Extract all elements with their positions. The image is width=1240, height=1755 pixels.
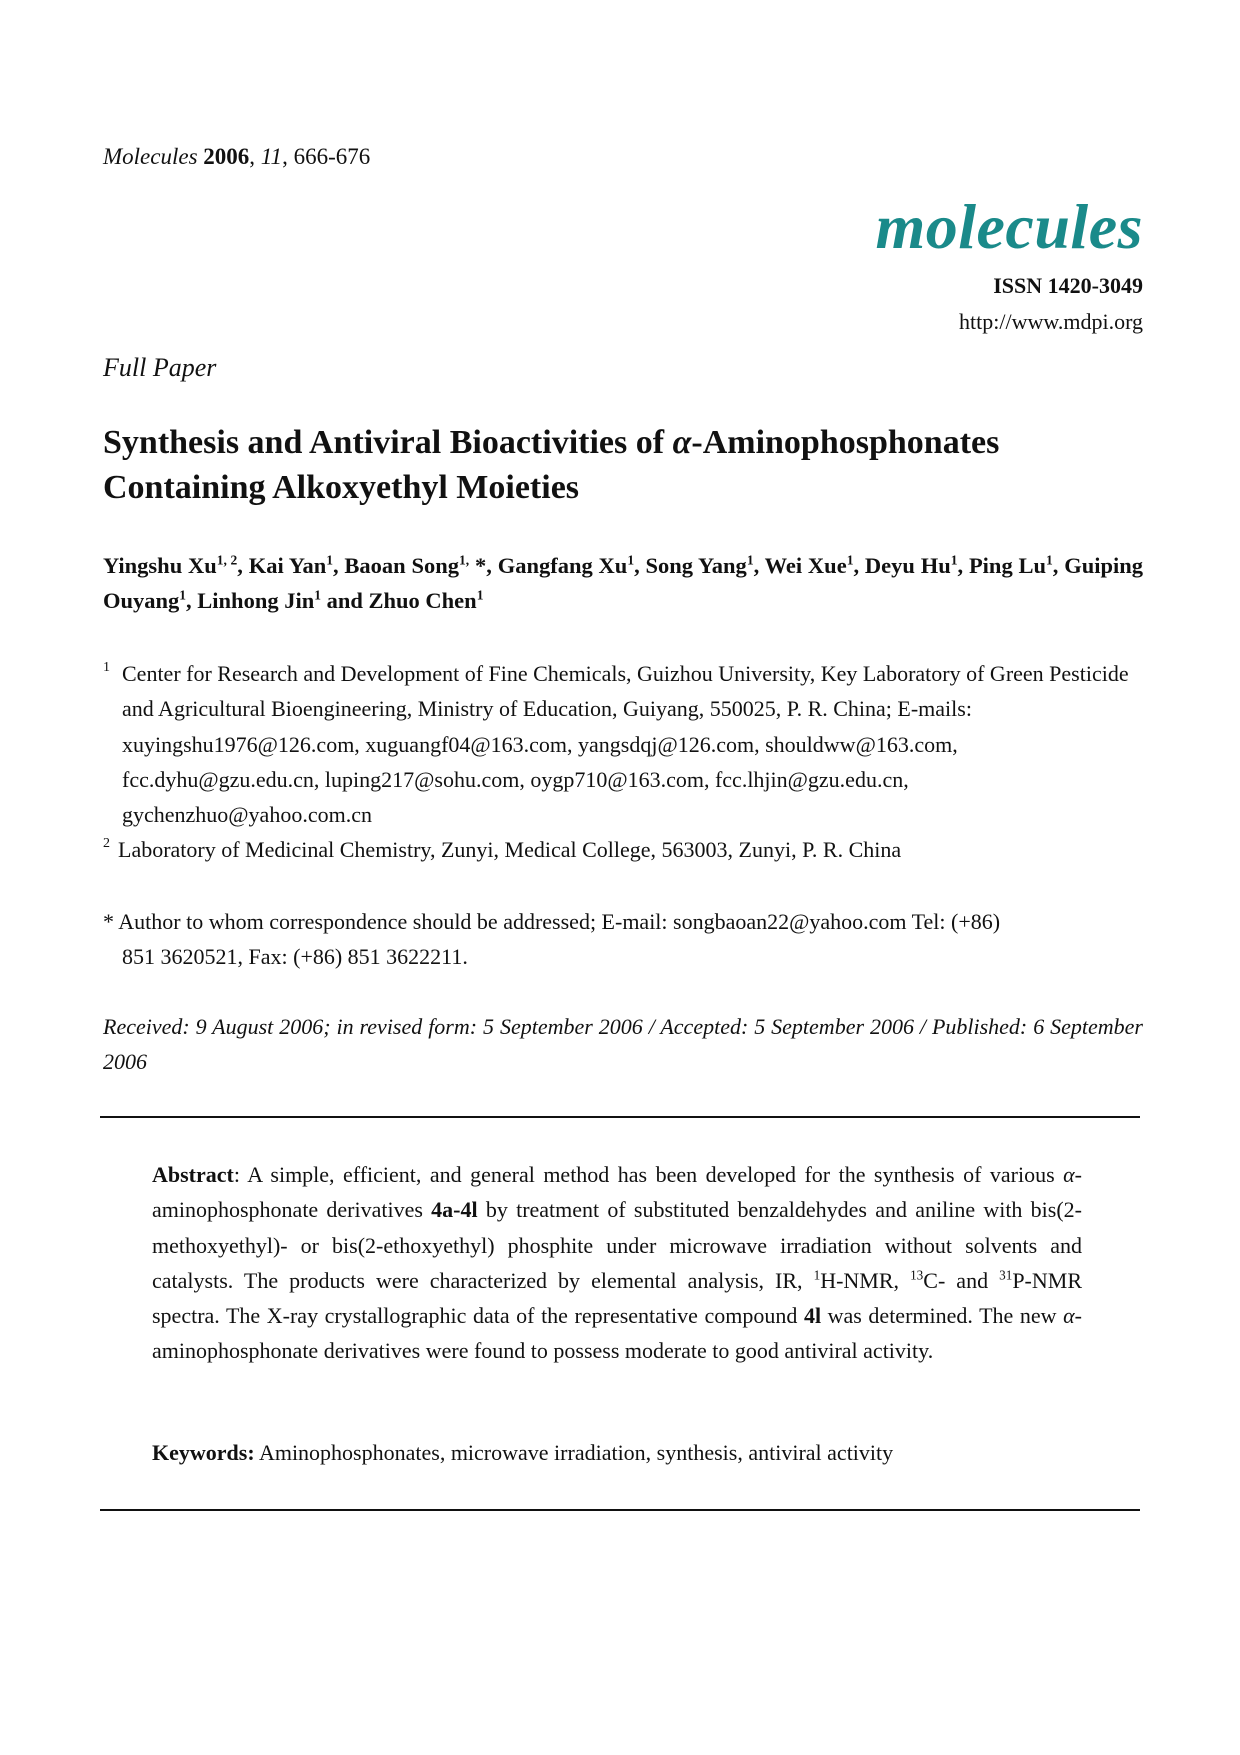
author: Kai Yan$^1$, xyxy=(248,552,345,578)
author: Ping Lu$^1$, xyxy=(968,552,1065,578)
journal-url[interactable]: http://www.mdpi.org xyxy=(959,309,1143,334)
journal-logo: molecules xyxy=(875,191,1143,262)
paper-type: Full Paper xyxy=(103,353,217,382)
author-list xyxy=(103,548,1143,618)
author: Gangfang Xu$^1$, xyxy=(497,552,646,578)
abstract: Abstract: A simple, efficient, and general method has been developed for the synthesis of various α-aminophosphonate derivatives 4a-4l by treatment of substituted benzaldehydes and aniline with bis(2-methoxyethyl)- or bis(2-ethoxyethyl) phosphite under microwave irradiation without solvents and catalysts. The products were characterized by elemental analysis, IR, $^1$H-NMR, $^{13}$C- and $^{31}$P-NMR spectra. The X-ray crystallographic data of the representative compound 4l was determined. The new α-aminophosphonate derivatives were found to possess moderate to good antiviral activity. xyxy=(152,1162,1082,1364)
top-divider xyxy=(100,1116,1140,1118)
affiliations xyxy=(103,656,1143,868)
author: Guiping Ouyang$^1$, xyxy=(103,553,1144,613)
bottom-divider xyxy=(100,1509,1140,1511)
author: Wei Xue$^1$, xyxy=(764,552,865,578)
author: Song Yang$^1$, xyxy=(645,552,765,578)
author: Baoan Song$^{1,}$ *, xyxy=(344,552,498,578)
journal-citation: Molecules 2006, 11, 666-676 xyxy=(103,144,371,169)
correspondence: * Author to whom correspondence should be addressed; E-mail: songbaoan22@yahoo.com Tel: (+86) 851 3620521, Fax: (+86) 851 3622211. xyxy=(103,909,1001,969)
author: Deyu Hu$^1$, xyxy=(864,552,969,578)
author: Zhuo Chen$^1$ xyxy=(368,587,484,613)
keywords: Keywords: Aminophosphonates, microwave irradiation, synthesis, antiviral activity xyxy=(152,1440,894,1465)
issn: ISSN 1420-3049 xyxy=(993,273,1143,298)
paper-title: Synthesis and Antiviral Bioactivities of α-Aminophosphonates Containing Alkoxyethyl Moieties xyxy=(103,424,1000,506)
affiliation-2: 2 Laboratory of Medicinal Chemistry, Zunyi, Medical College, 563003, Zunyi, P. R. China xyxy=(103,836,902,863)
author: Linhong Jin$^1$ and xyxy=(197,587,369,613)
publication-dates: Received: 9 August 2006; in revised form: 5 September 2006 / Accepted: 5 September 2006 / Published: 6 September 2006 xyxy=(103,1014,1143,1074)
affiliation-1: 1 Center for Research and Development of Fine Chemicals, Guizhou University, Key Laboratory of Green Pesticide and Agricultural Bioengineering, Ministry of Education, Guiyang, 550025, P. R. China; E-mails: xuyingshu1976@126.com, xuguangf04@163.com, yangsdqj@126.com, shouldww@163.com, fcc.dyhu@gzu.edu.cn, luping217@sohu.com, oygp710@163.com, fcc.lhjin@gzu.edu.cn, gychenzhuo@yahoo.com.cn xyxy=(103,660,1129,828)
author: Yingshu Xu$^{1, 2}$, xyxy=(103,552,249,578)
